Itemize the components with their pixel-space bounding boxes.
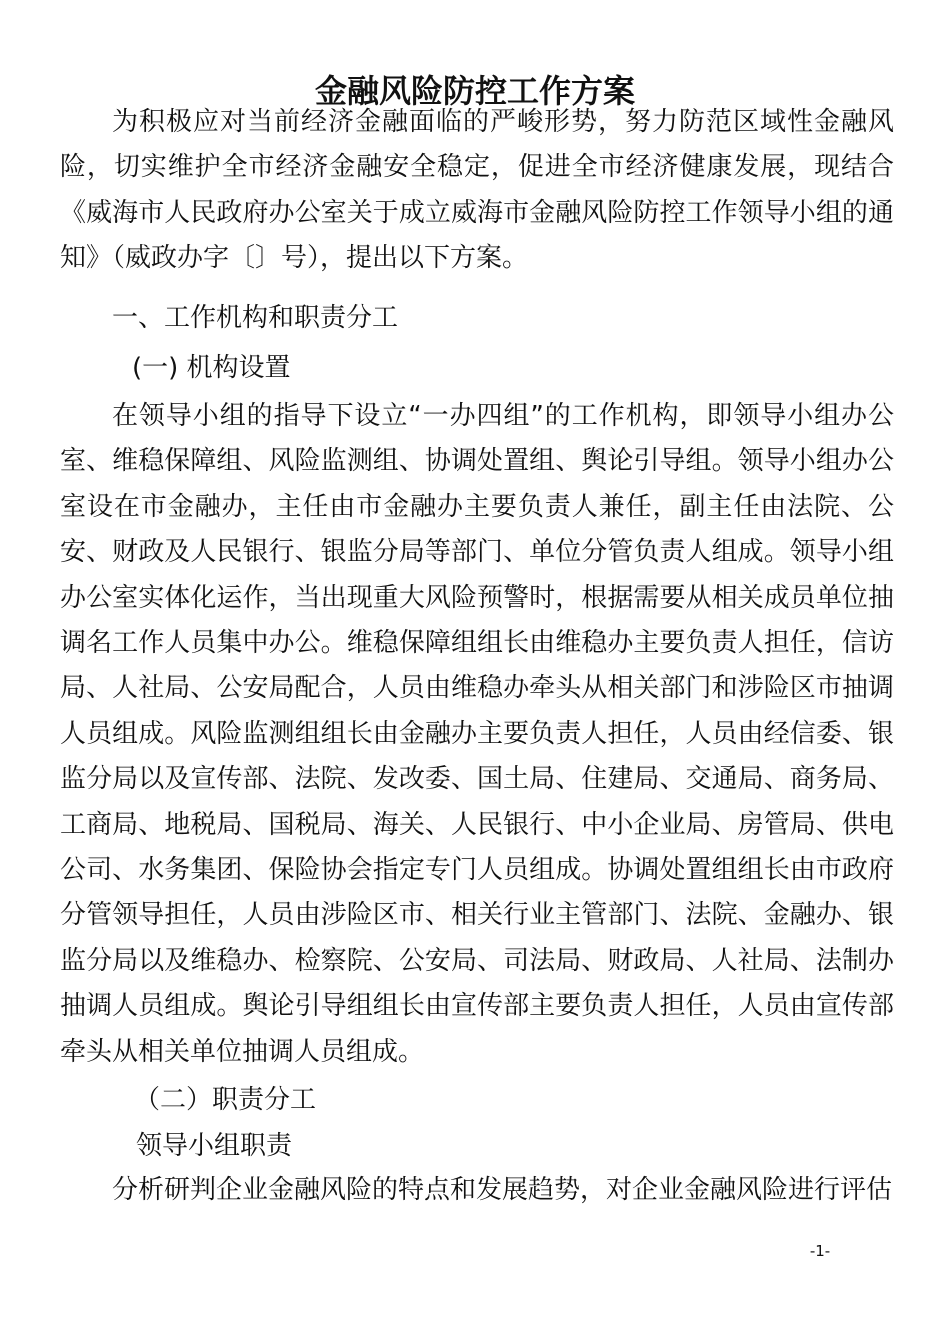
document-title: 金融风险防控工作方案	[314, 72, 635, 111]
subsection-heading-organization-setup: (一) 机构设置	[132, 353, 291, 383]
organization-setup-paragraph: 在领导小组的指导下设立“一办四组”的工作机构，即领导小组办公室、维稳保障组、风险监测组、协调处置组、舆论引导组。领导小组办公室设在市金融办，主任由市金融办主要负责人兼任，副主任由法院、公安、财政及人民银行、银监分局等部门、单位分管负责人组成。领导小组办公室实体化运作，当出现重大风险预警时，根据需要从相关成员单位抽调名工作人员集中办公。维稳保障组组长由维稳办主要负责人担任，信访局、人社局、公安局配合，人员由维稳办牵头从相关部门和涉险区市抽调人员组成。风险监测组组长由金融办主要负责人担任，人员由经信委、银监分局以及宣传部、法院、发改委、国土局、住建局、交通局、商务局、工商局、地税局、国税局、海关、人民银行、中小企业局、房管局、供电公司、水务集团、保险协会指定专门人员组成。协调处置组组长由市政府分管领导担任，人员由涉险区市、相关行业主管部门、法院、金融办、银监分局以及维稳办、检察院、公安局、司法局、财政局、人社局、法制办抽调人员组成。舆论引导组组长由宣传部主要负责人担任，人员由宣传部牵头从相关单位抽调人员组成。	[60, 401, 894, 1067]
subsection-heading-responsibilities: （二）职责分工	[134, 1085, 317, 1115]
leadership-group-responsibilities-heading: 领导小组职责	[136, 1131, 293, 1161]
page-number: -1-	[809, 1242, 831, 1260]
responsibilities-paragraph: 分析研判企业金融风险的特点和发展趋势，对企业金融风险进行评估	[112, 1175, 893, 1205]
section-heading-work-organization: 一、工作机构和职责分工	[112, 303, 399, 333]
intro-paragraph: 为积极应对当前经济金融面临的严峻形势，努力防范区域性金融风险，切实维护全市经济金融安全稳定，促进全市经济健康发展，现结合《威海市人民政府办公室关于成立威海市金融风险防控工作领导小组的通知》（威政办字〔〕号），提出以下方案。	[60, 107, 894, 274]
